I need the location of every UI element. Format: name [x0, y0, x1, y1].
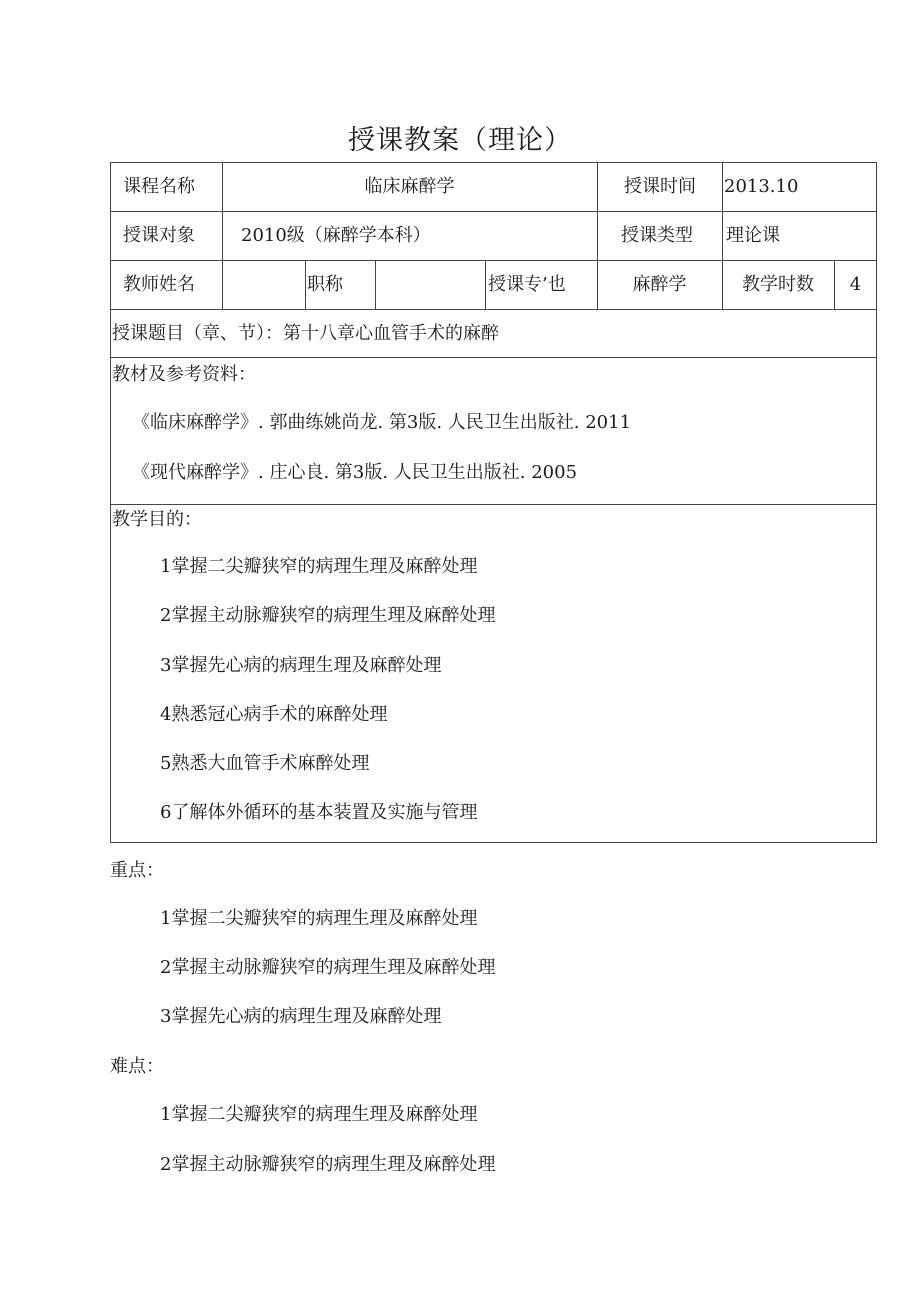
lecture-time-label: 授课时间	[624, 176, 696, 197]
objectives-label: 教学目的：	[112, 509, 202, 530]
major-value: 麻醉学	[632, 274, 687, 295]
objective-item: 5熟悉大血管手术麻醉处理	[160, 753, 370, 774]
major-label: 授课专’也	[488, 274, 566, 295]
audience-value: 2010级（麻醉学本科）	[241, 225, 431, 246]
lecture-time-value: 2013.10	[724, 176, 799, 197]
page-title: 授课教案（理论）	[348, 125, 572, 156]
objective-item: 2掌握主动脉瓣狭窄的病理生理及麻醉处理	[160, 605, 496, 626]
course-name-value: 临床麻醉学	[364, 176, 455, 197]
table-rule	[485, 260, 486, 309]
course-name-label: 课程名称	[123, 176, 195, 197]
table-rule	[110, 504, 877, 505]
key-point-item: 3掌握先心病的病理生理及麻醉处理	[160, 1006, 442, 1027]
title-rank-label: 职称	[307, 274, 343, 295]
difficult-point-item: 1掌握二尖瓣狭窄的病理生理及麻醉处理	[160, 1104, 478, 1125]
lesson-plan-table	[110, 162, 877, 843]
reference-item: 《临床麻醉学》. 郭曲练姚尚龙. 第3版. 人民卫生出版社. 2011	[132, 412, 632, 433]
table-rule	[110, 260, 877, 261]
objective-item: 1掌握二尖瓣狭窄的病理生理及麻醉处理	[160, 556, 478, 577]
audience-label: 授课对象	[123, 225, 195, 246]
teaching-hours-value: 4	[849, 274, 862, 295]
objective-item: 6了解体外循环的基本装置及实施与管理	[160, 802, 478, 823]
objective-item: 3掌握先心病的病理生理及麻醉处理	[160, 655, 442, 676]
difficult-points-label: 难点：	[110, 1056, 164, 1077]
table-rule	[305, 260, 306, 309]
materials-label: 教材及参考资料：	[112, 364, 256, 385]
key-point-item: 1掌握二尖瓣狭窄的病理生理及麻醉处理	[160, 908, 478, 929]
table-rule	[110, 357, 877, 358]
lecture-type-value: 理论课	[726, 225, 780, 246]
table-rule	[110, 309, 877, 310]
reference-item: 《现代麻醉学》. 庄心良. 第3版. 人民卫生出版社. 2005	[132, 462, 578, 483]
lecture-topic: 授课题目（章、节）：第十八章心血管手术的麻醉	[112, 323, 499, 344]
objective-item: 4熟悉冠心病手术的麻醉处理	[160, 704, 388, 725]
key-point-item: 2掌握主动脉瓣狭窄的病理生理及麻醉处理	[160, 957, 496, 978]
lecture-type-label: 授课类型	[621, 225, 693, 246]
table-rule	[110, 211, 877, 212]
key-points-label: 重点：	[110, 860, 164, 881]
teacher-name-label: 教师姓名	[123, 274, 195, 295]
teaching-hours-label: 教学时数	[742, 274, 814, 295]
table-rule	[375, 260, 376, 309]
difficult-point-item: 2掌握主动脉瓣狭窄的病理生理及麻醉处理	[160, 1154, 496, 1175]
